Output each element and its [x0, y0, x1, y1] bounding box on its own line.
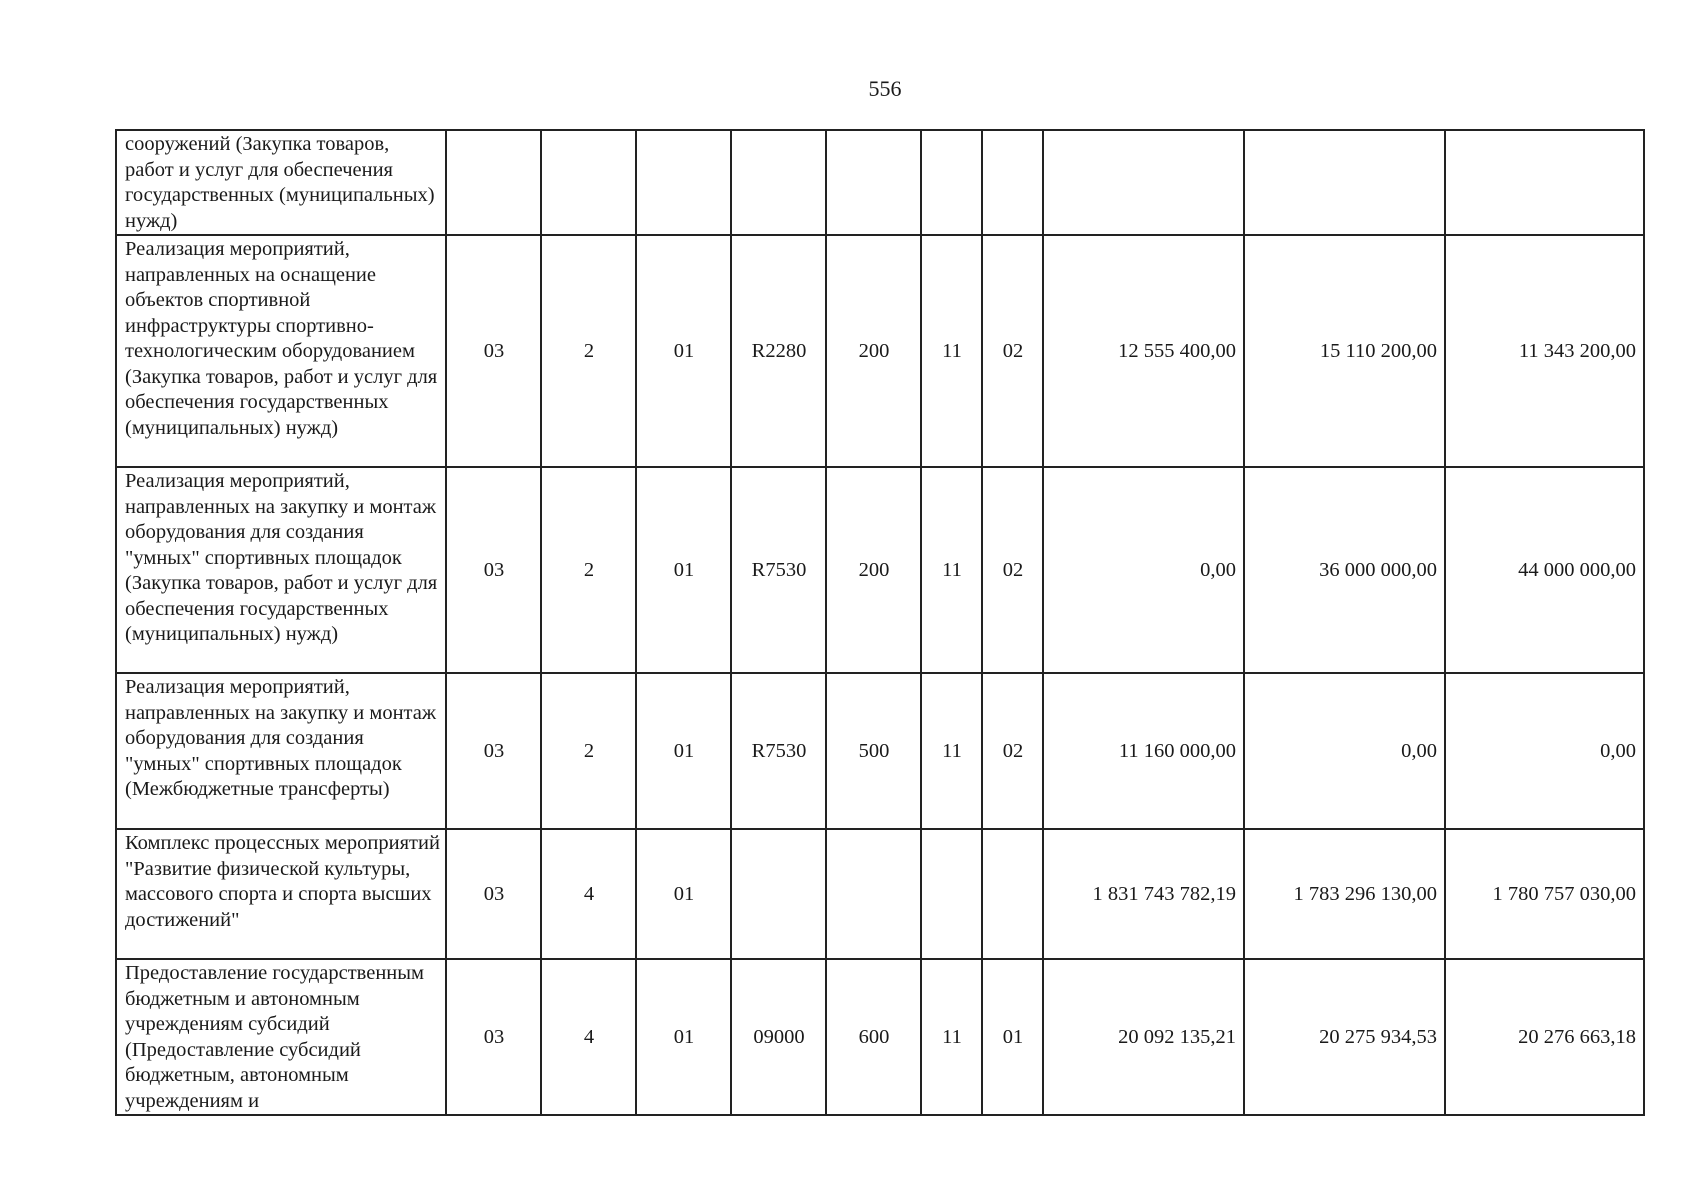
table-row — [116, 959, 1644, 1115]
amount-year-1: 0,00 — [1043, 467, 1244, 673]
row-description: Комплекс процессных мероприятий "Развитие физической культуры, массового спорта и спорта высших достижений" — [116, 829, 446, 959]
subprogram-code: 2 — [541, 467, 636, 673]
direction-code: R2280 — [731, 235, 826, 467]
expense-type-code: 200 — [826, 467, 921, 673]
table-row — [116, 235, 1644, 467]
amount-year-3: 44 000 000,00 — [1445, 467, 1644, 673]
expense-type-code: 600 — [826, 959, 921, 1115]
section-code — [921, 130, 982, 235]
row-description: Предоставление государственным бюджетным и автономным учреждениям субсидий (Предоставление субсидий бюджетным, автономным учреждениям и — [116, 959, 446, 1115]
amount-year-1: 12 555 400,00 — [1043, 235, 1244, 467]
expense-type-code: 500 — [826, 673, 921, 829]
amount-year-3 — [1445, 130, 1644, 235]
structural-element-code — [636, 130, 731, 235]
structural-element-code: 01 — [636, 235, 731, 467]
amount-year-3: 1 780 757 030,00 — [1445, 829, 1644, 959]
direction-code: R7530 — [731, 467, 826, 673]
amount-year-2: 20 275 934,53 — [1244, 959, 1445, 1115]
section-code: 11 — [921, 235, 982, 467]
direction-code — [731, 829, 826, 959]
program-code: 03 — [446, 959, 541, 1115]
table-row — [116, 673, 1644, 829]
structural-element-code: 01 — [636, 829, 731, 959]
amount-year-1: 20 092 135,21 — [1043, 959, 1244, 1115]
amount-year-2: 0,00 — [1244, 673, 1445, 829]
row-description: Реализация мероприятий, направленных на закупку и монтаж оборудования для создания "умных" спортивных площадок (Закупка товаров, работ и услуг для обеспечения государственных (муниципальных) нужд) — [116, 467, 446, 673]
amount-year-1: 1 831 743 782,19 — [1043, 829, 1244, 959]
subsection-code — [982, 130, 1043, 235]
amount-year-2: 1 783 296 130,00 — [1244, 829, 1445, 959]
program-code: 03 — [446, 467, 541, 673]
subsection-code: 02 — [982, 235, 1043, 467]
subsection-code — [982, 829, 1043, 959]
direction-code: 09000 — [731, 959, 826, 1115]
amount-year-3: 11 343 200,00 — [1445, 235, 1644, 467]
table-row — [116, 467, 1644, 673]
amount-year-2: 15 110 200,00 — [1244, 235, 1445, 467]
amount-year-3: 20 276 663,18 — [1445, 959, 1644, 1115]
amount-year-2 — [1244, 130, 1445, 235]
subprogram-code: 2 — [541, 673, 636, 829]
section-code — [921, 829, 982, 959]
budget-table — [115, 129, 1645, 1116]
amount-year-1: 11 160 000,00 — [1043, 673, 1244, 829]
expense-type-code — [826, 829, 921, 959]
section-code: 11 — [921, 467, 982, 673]
section-code: 11 — [921, 673, 982, 829]
subsection-code: 02 — [982, 673, 1043, 829]
program-code: 03 — [446, 673, 541, 829]
amount-year-1 — [1043, 130, 1244, 235]
amount-year-3: 0,00 — [1445, 673, 1644, 829]
expense-type-code: 200 — [826, 235, 921, 467]
row-description: Реализация мероприятий, направленных на оснащение объектов спортивной инфраструктуры спортивно-технологическим оборудованием (Закупка товаров, работ и услуг для обеспечения государственных (муниципальных) нужд) — [116, 235, 446, 467]
subprogram-code: 4 — [541, 829, 636, 959]
row-description: Реализация мероприятий, направленных на закупку и монтаж оборудования для создания "умных" спортивных площадок (Межбюджетные трансферты) — [116, 673, 446, 829]
subprogram-code — [541, 130, 636, 235]
page-number: 556 — [868, 76, 902, 101]
expense-type-code — [826, 130, 921, 235]
section-code: 11 — [921, 959, 982, 1115]
subprogram-code: 4 — [541, 959, 636, 1115]
subsection-code: 02 — [982, 467, 1043, 673]
table-row — [116, 130, 1644, 235]
program-code — [446, 130, 541, 235]
structural-element-code: 01 — [636, 467, 731, 673]
row-description: сооружений (Закупка товаров, работ и услуг для обеспечения государственных (муниципальных) нужд) — [116, 130, 446, 235]
direction-code: R7530 — [731, 673, 826, 829]
subprogram-code: 2 — [541, 235, 636, 467]
structural-element-code: 01 — [636, 959, 731, 1115]
amount-year-2: 36 000 000,00 — [1244, 467, 1445, 673]
program-code: 03 — [446, 235, 541, 467]
program-code: 03 — [446, 829, 541, 959]
subsection-code: 01 — [982, 959, 1043, 1115]
structural-element-code: 01 — [636, 673, 731, 829]
direction-code — [731, 130, 826, 235]
table-row — [116, 829, 1644, 959]
